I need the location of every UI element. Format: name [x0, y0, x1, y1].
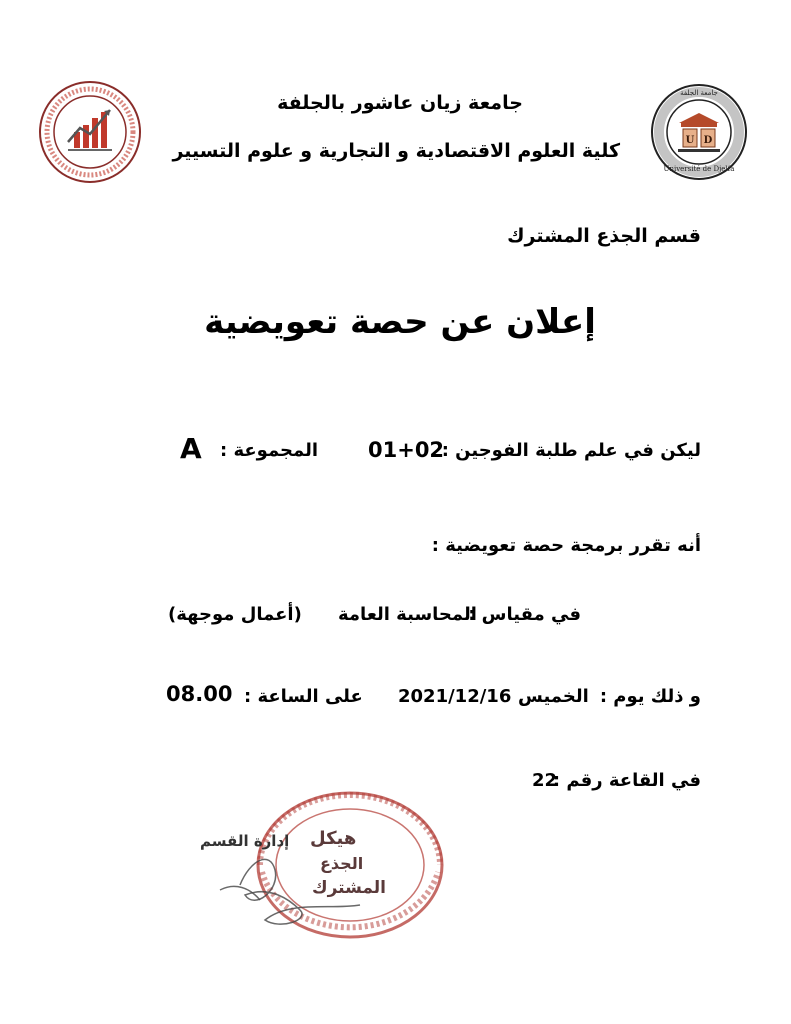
stamp-line-2: الجذع: [320, 854, 364, 873]
group-label: المجموعة :: [220, 440, 318, 461]
official-stamp: [180, 790, 450, 950]
stamp-line-3: المشترك: [312, 878, 387, 898]
stamp-seal-icon: [180, 790, 450, 950]
university-name: جامعة زيان عاشور بالجلفة: [277, 92, 523, 114]
faculty-name: كلية العلوم الاقتصادية و التجارية و علوم التسيير: [172, 140, 620, 162]
date-value: 2021/12/16: [398, 686, 512, 707]
stamp-line-1: هيكل: [310, 828, 357, 849]
day-label: و ذلك يوم :: [599, 686, 701, 707]
day-value: الخميس: [518, 686, 589, 707]
group-value: A: [180, 432, 202, 465]
time-label: على الساعة :: [244, 686, 363, 707]
time-value: 08.00: [166, 682, 233, 706]
room-value: 22: [532, 770, 558, 791]
university-logo: [650, 83, 748, 181]
faculty-logo: [38, 80, 142, 184]
university-logo-arabic: جامعة الجلفة: [680, 89, 718, 97]
university-logo-latin: Université de Djelfa: [663, 165, 735, 173]
svg-text:U: U: [685, 135, 695, 146]
groups-label: ليكن في علم طلبة الفوجين :: [441, 440, 701, 461]
groups-value: 01+02: [368, 438, 445, 462]
svg-text:D: D: [703, 135, 713, 146]
room-label: في القاعة رقم :: [552, 770, 701, 791]
faculty-logo-icon: [38, 80, 142, 184]
stamp-admin: إدارة القسم: [200, 832, 290, 850]
department-name: قسم الجذع المشترك: [507, 225, 701, 247]
page-title: إعلان عن حصة تعويضية: [204, 302, 596, 342]
decision-text: أنه تقرر برمجة حصة تعويضية :: [431, 535, 701, 556]
module-value: المحاسبة العامة: [338, 604, 477, 625]
module-type: (أعمال موجهة): [168, 604, 302, 625]
module-label: في مقياس :: [468, 604, 581, 625]
